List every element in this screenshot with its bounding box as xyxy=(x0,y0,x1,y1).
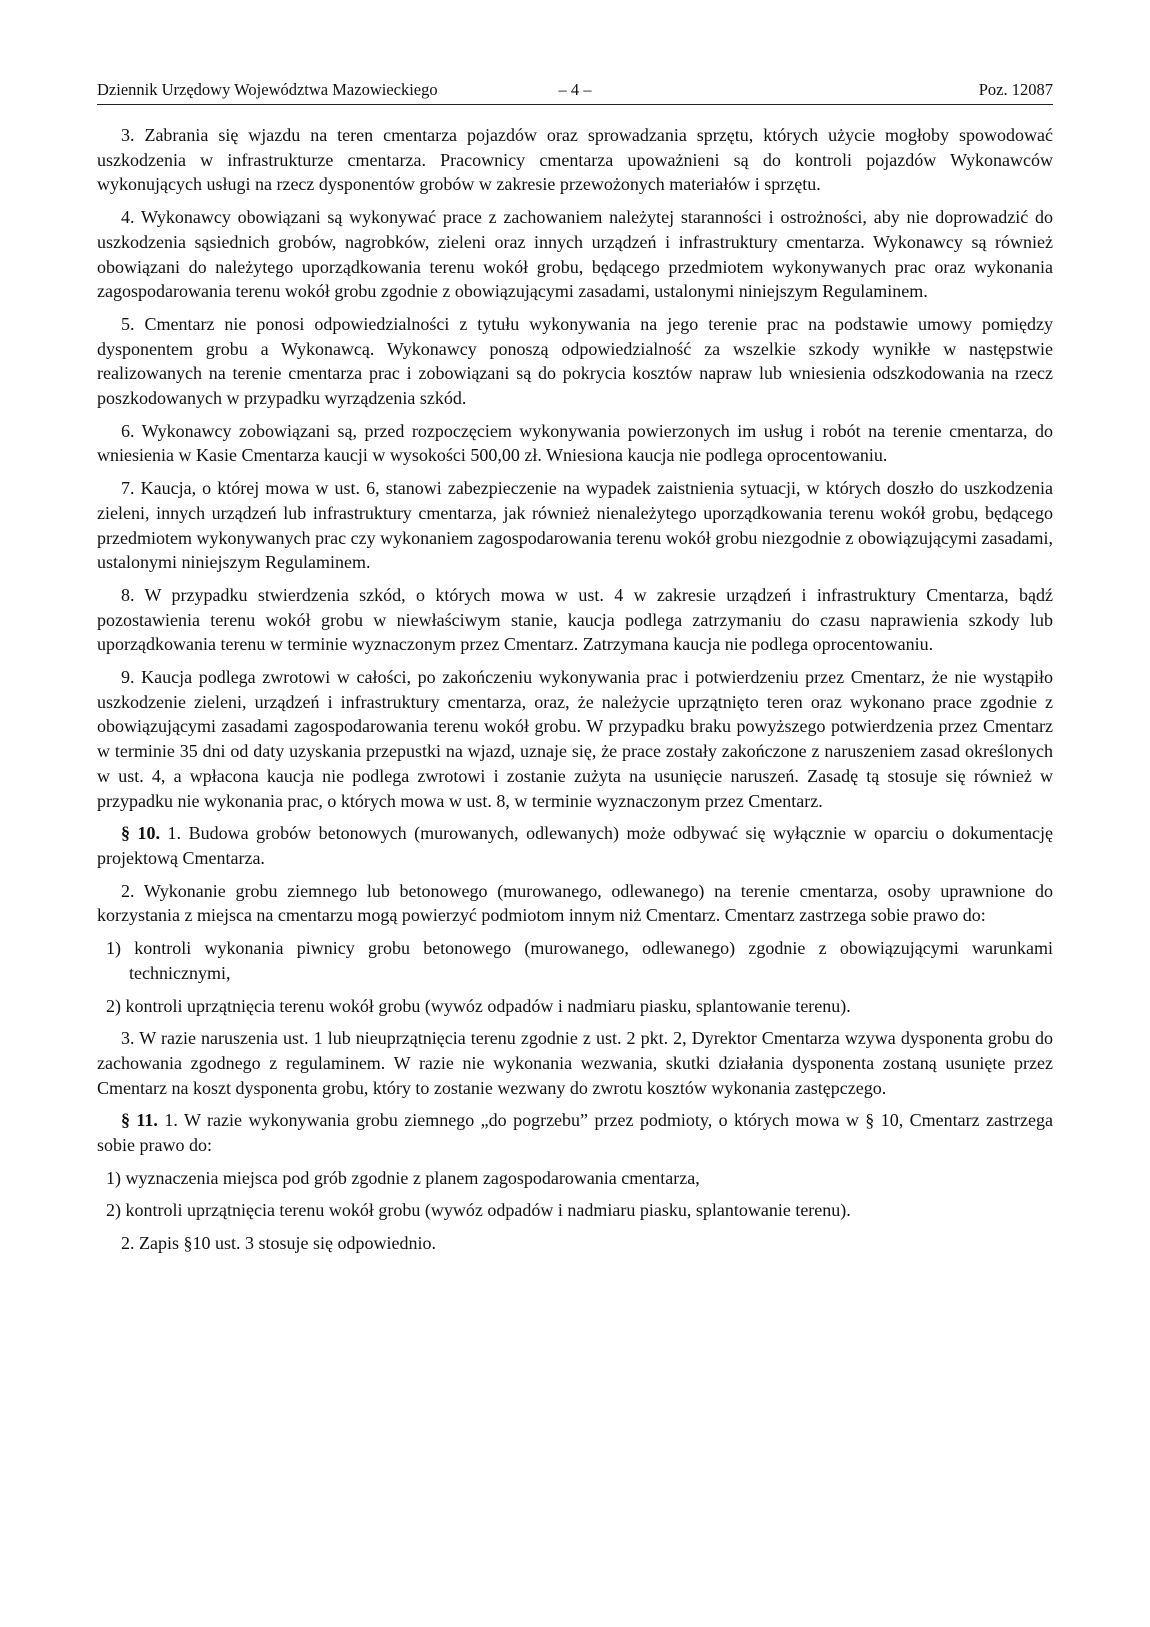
section-10-list-item: 1) kontroli wykonania piwnicy grobu betonowego (murowanego, odlewanego) zgodnie z obowiązującymi warunkami technicznymi, xyxy=(106,938,1053,983)
paragraph-ust-8: 8. W przypadku stwierdzenia szkód, o których mowa w ust. 4 w zakresie urządzeń i infrastruktury Cmentarza, bądź pozostawienia terenu wokół grobu w niewłaściwym stanie, kaucja podlega zatrzymaniu do czasu naprawienia szkody lub uporządkowania terenu w terminie wyznaczonym przez Cmentarz. Zatrzymana kaucja nie podlega oprocentowaniu. xyxy=(97,584,1053,655)
paragraph-ust-9: 9. Kaucja podlega zwrotowi w całości, po zakończeniu wykonywania prac i potwierdzeniu przez Cmentarz, że nie wystąpiło uszkodzenie zieleni, urządzeń i infrastruktury cmentarza, oraz, że należycie uprzątnięto teren oraz wykonano prace zgodnie z obowiązującymi zasadami zagospodarowania terenu wokół grobu. W przypadku braku powyższego potwierdzenia przez Cmentarz w terminie 35 dni od daty uzyskania przepustki na wjazd, uznaje się, że prace zostały zakończone z naruszeniem zasad określonych w ust. 4, a wpłacona kaucja nie podlega zwrotowi i zostanie zużyta na usunięcie naruszeń. Zasadę tą stosuje się również w przypadku nie wykonania prac, o których mowa w ust. 8, w terminie wyznaczonym przez Cmentarz. xyxy=(97,667,1053,811)
header-divider xyxy=(97,104,1053,105)
position-number: Poz. 12087 xyxy=(978,80,1053,99)
journal-title: Dziennik Urzędowy Województwa Mazowieckiego xyxy=(97,80,438,99)
section-11-label: § 11. xyxy=(121,1110,158,1131)
section-10-paragraph-2: 2. Wykonanie grobu ziemnego lub betonowego (murowanego, odlewanego) na terenie cmentarza, osoby uprawnione do korzystania z miejsca na cmentarzu mogą powierzyć podmiotom innym niż Cmentarz. Cmentarz zastrzega sobie prawo do: xyxy=(97,880,1053,926)
section-11-paragraph-2: 2. Zapis §10 ust. 3 stosuje się odpowiednio. xyxy=(121,1233,436,1254)
section-11-list-item: 1) wyznaczenia miejsca pod grób zgodnie z planem zagospodarowania cmentarza, xyxy=(106,1167,700,1188)
section-11-paragraph-1 xyxy=(97,1108,1053,1157)
section-10-text-1: 1. Budowa grobów betonowych (murowanych, odlewanych) może odbywać się wyłącznie w oparciu o dokumentację projektową Cmentarza. xyxy=(97,823,1054,868)
section-11-list-item: 2) kontroli uprzątnięcia terenu wokół grobu (wywóz odpadów i nadmiaru piasku, splantowanie terenu). xyxy=(106,1200,851,1221)
page-number: – 4 – xyxy=(558,80,592,99)
paragraph-ust-6: 6. Wykonawcy zobowiązani są, przed rozpoczęciem wykonywania powierzonych im usług i robót na terenie cmentarza, do wniesienia w Kasie Cmentarza kaucji w wysokości 500,00 zł. Wniesiona kaucja nie podlega oprocentowaniu. xyxy=(97,420,1053,466)
paragraph-ust-3: 3. Zabrania się wjazdu na teren cmentarza pojazdów oraz sprowadzania sprzętu, których użycie mogłoby spowodować uszkodzenia w infrastrukturze cmentarza. Pracownicy cmentarza upoważnieni są do kontroli pojazdów Wykonawców wykonujących usługi na rzecz dysponentów grobów w zakresie przewożonych materiałów i sprzętu. xyxy=(97,125,1053,195)
document-page xyxy=(97,0,1053,1627)
section-10-list-item: 2) kontroli uprzątnięcia terenu wokół grobu (wywóz odpadów i nadmiaru piasku, splantowanie terenu). xyxy=(106,995,851,1016)
paragraph-ust-4: 4. Wykonawcy obowiązani są wykonywać prace z zachowaniem należytej staranności i ostrożności, aby nie doprowadzić do uszkodzenia sąsiednich grobów, nagrobków, zieleni oraz innych urządzeń i infrastruktury cmentarza. Wykonawcy są również obowiązani do należytego uporządkowania terenu wokół grobu, będącego przedmiotem wykonywanych prac oraz wykonania zagospodarowania terenu wokół grobu zgodnie z obowiązującymi zasadami, ustalonymi niniejszym Regulaminem. xyxy=(97,207,1053,302)
paragraph-ust-7: 7. Kaucja, o której mowa w ust. 6, stanowi zabezpieczenie na wypadek zaistnienia sytuacji, w których doszło do uszkodzenia zieleni, innych urządzeń lub infrastruktury cmentarza, jak również nienależytego uporządkowania terenu wokół grobu, będącego przedmiotem wykonywanych prac czy wykonaniem zagospodarowania terenu wokół grobu niezgodnie z obowiązującymi zasadami, ustalonymi niniejszym Regulaminem. xyxy=(97,478,1053,573)
section-11-text-1: 1. W razie wykonywania grobu ziemnego „do pogrzebu” przez podmioty, o których mowa w § 10, Cmentarz zastrzega sobie prawo do: xyxy=(97,1110,1053,1156)
page-header xyxy=(97,80,1053,104)
section-10-paragraph-3: 3. W razie naruszenia ust. 1 lub nieuprzątnięcia terenu zgodnie z ust. 2 pkt. 2, Dyrektor Cmentarza wzywa dysponenta grobu do zachowania zgodnego z regulaminem. W razie nie wykonania wezwania, skutki działania dysponenta zostaną usunięte przez Cmentarz na koszt dysponenta grobu, który to zostanie wezwany do zwrotu kosztów wykonania zastępczego. xyxy=(97,1028,1053,1098)
paragraph-ust-5: 5. Cmentarz nie ponosi odpowiedzialności z tytułu wykonywania na jego terenie prac na podstawie umowy pomiędzy dysponentem grobu a Wykonawcą. Wykonawcy ponoszą odpowiedzialność za wszelkie szkody wynikłe w następstwie realizowanych na terenie cmentarza prac i zobowiązani są do pokrycia kosztów napraw lub wniesienia odszkodowania na rzecz poszkodowanych w przypadku wyrządzenia szkód. xyxy=(97,313,1053,409)
section-10-label: § 10. xyxy=(121,823,161,844)
section-10-paragraph-1 xyxy=(97,821,1053,870)
document-body xyxy=(97,123,1053,1264)
